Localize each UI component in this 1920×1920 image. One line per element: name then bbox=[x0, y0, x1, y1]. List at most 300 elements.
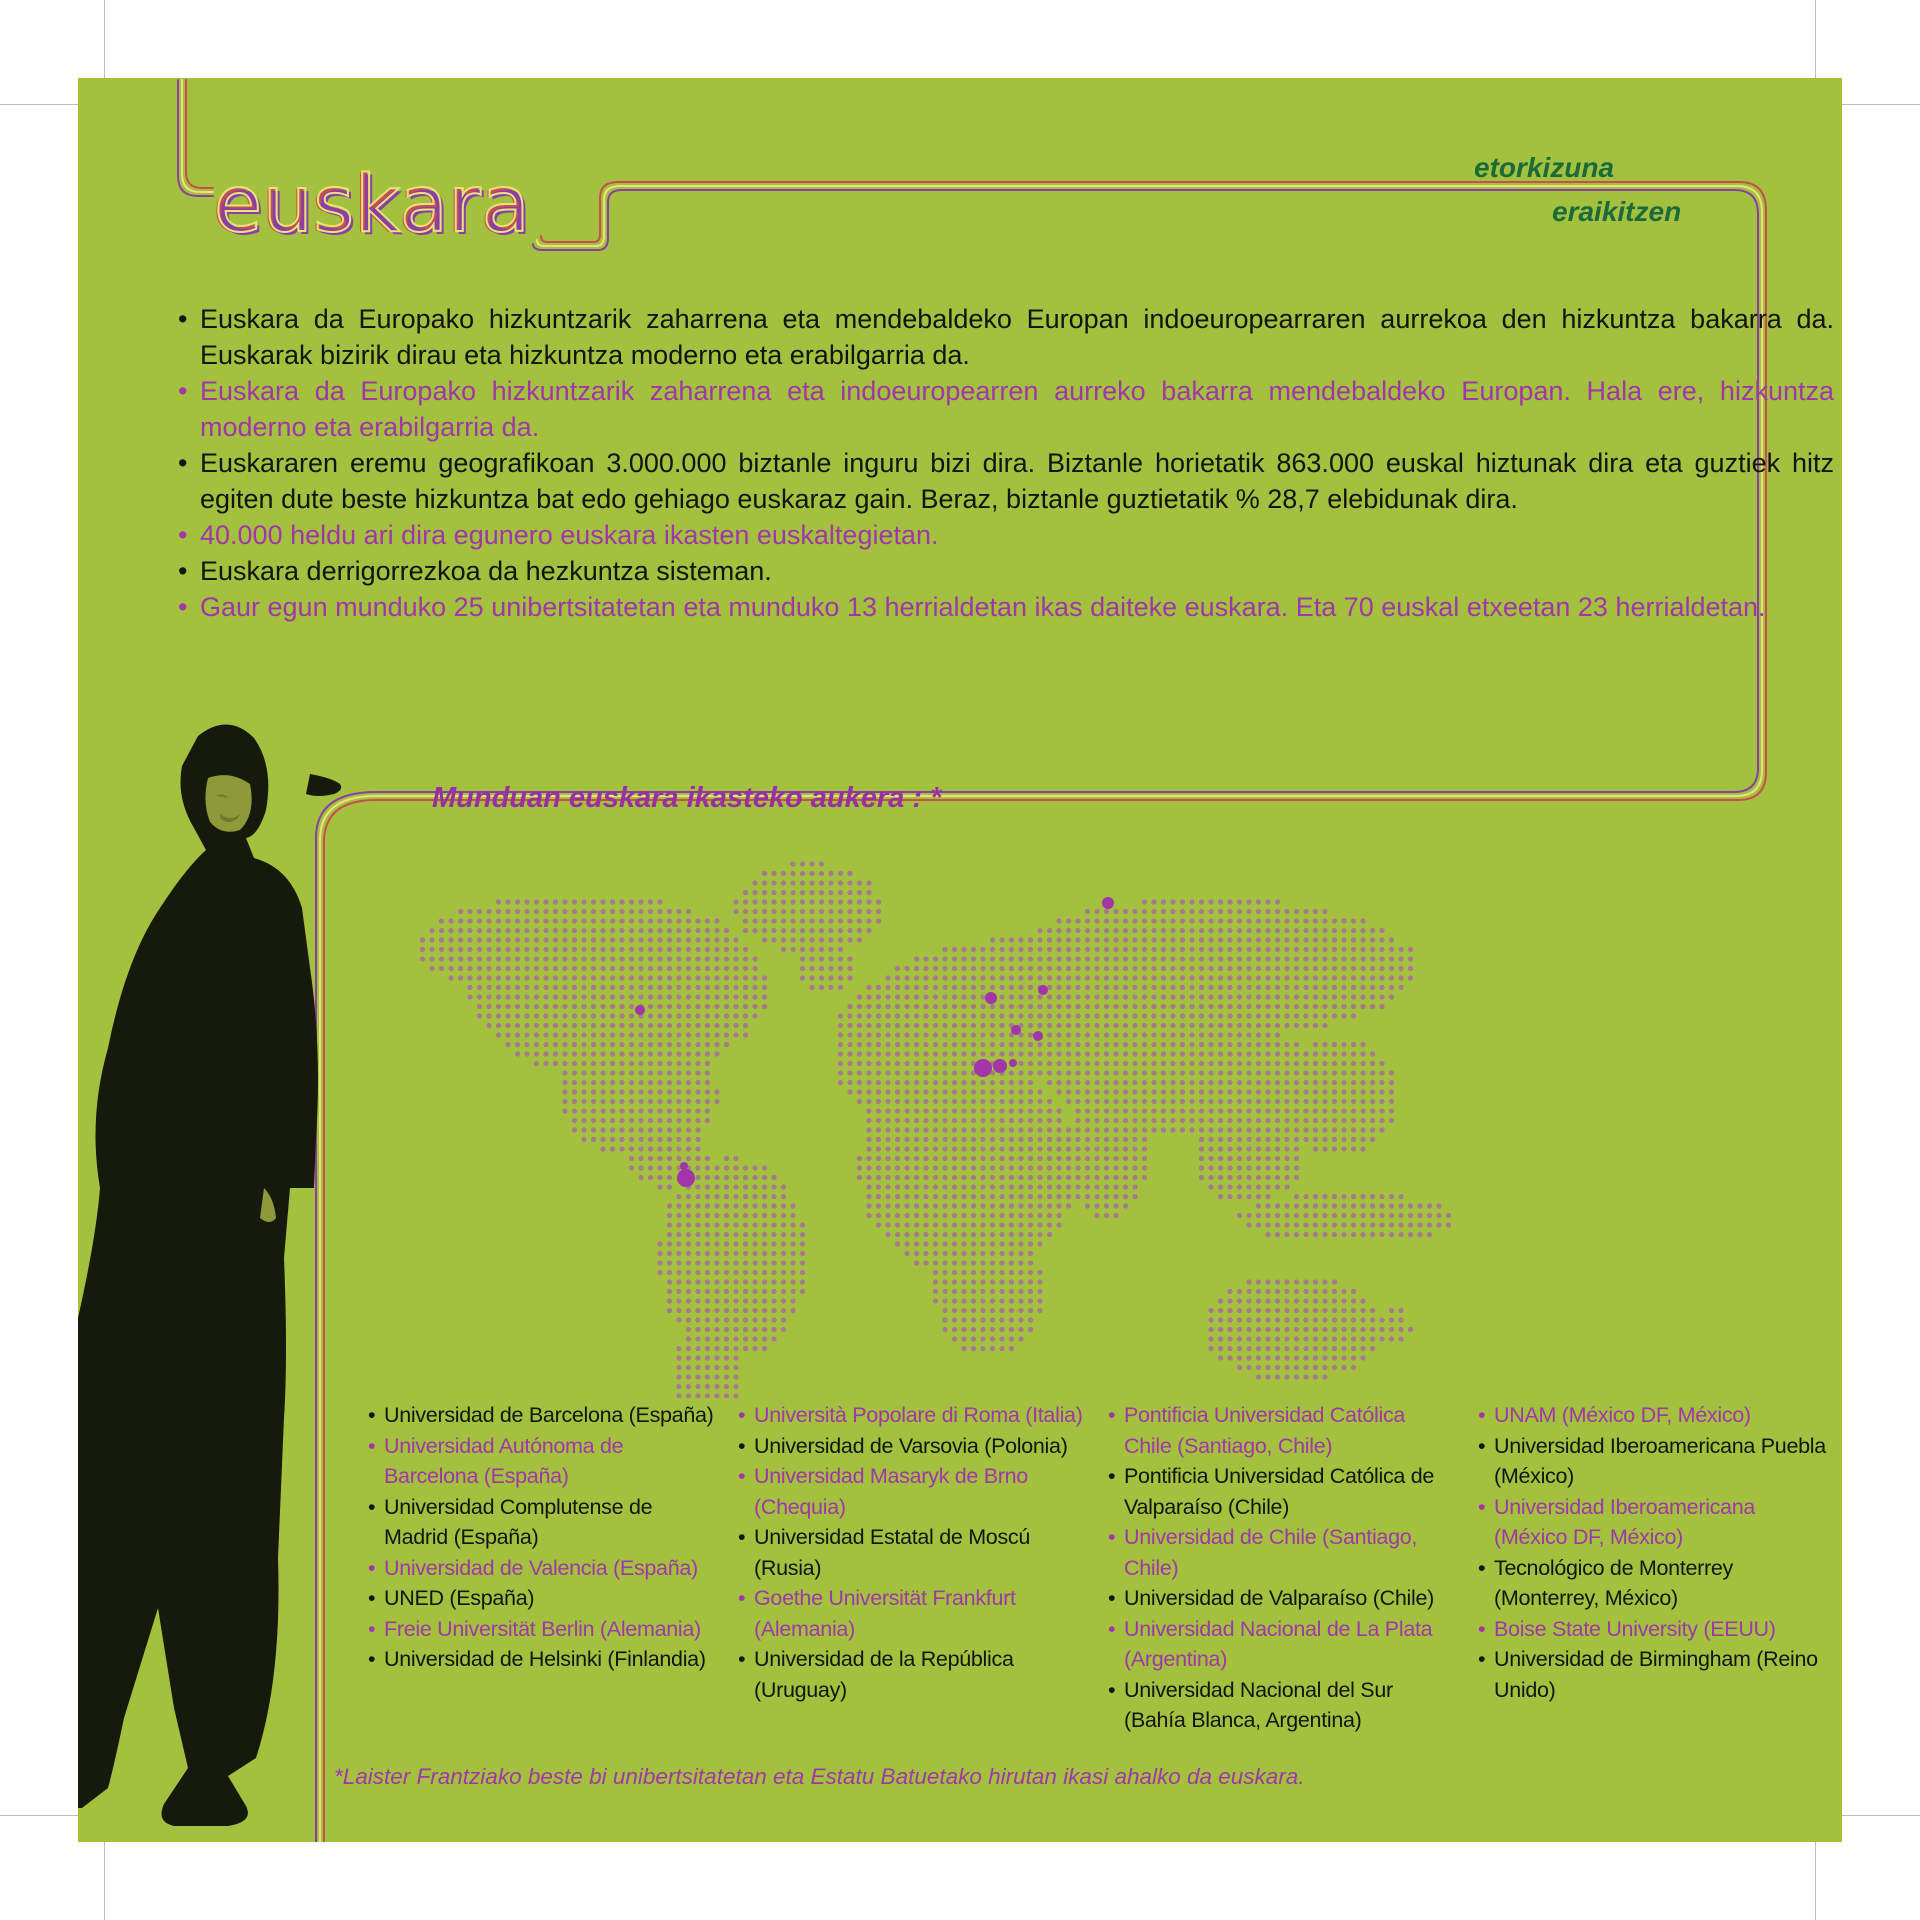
map-dot bbox=[952, 1137, 957, 1142]
map-dot bbox=[1398, 966, 1403, 971]
map-dot bbox=[999, 1279, 1004, 1284]
map-dot bbox=[1009, 1070, 1014, 1075]
map-dot bbox=[1075, 918, 1080, 923]
map-dot bbox=[838, 928, 843, 933]
map-dot bbox=[980, 1289, 985, 1294]
map-dot bbox=[1094, 1080, 1099, 1085]
map-dot bbox=[752, 928, 757, 933]
map-dot bbox=[1018, 1317, 1023, 1322]
map-dot bbox=[1018, 1298, 1023, 1303]
university-item: • Freie Universität Berlin (Alemania) bbox=[368, 1614, 718, 1645]
map-dot bbox=[990, 1118, 995, 1123]
map-dot bbox=[1237, 1327, 1242, 1332]
map-dot bbox=[534, 928, 539, 933]
map-dot bbox=[581, 1070, 586, 1075]
map-dot bbox=[1009, 1270, 1014, 1275]
map-dot bbox=[1341, 966, 1346, 971]
map-dot bbox=[1303, 956, 1308, 961]
map-dot bbox=[1303, 994, 1308, 999]
university-item: • Universidad de Helsinki (Finlandia) bbox=[368, 1644, 718, 1675]
map-dot bbox=[1360, 985, 1365, 990]
map-dot bbox=[1275, 1374, 1280, 1379]
map-dot bbox=[1256, 1127, 1261, 1132]
map-dot bbox=[1256, 937, 1261, 942]
map-dot bbox=[895, 985, 900, 990]
map-dot bbox=[1018, 947, 1023, 952]
map-dot bbox=[790, 1289, 795, 1294]
map-dot bbox=[1151, 1004, 1156, 1009]
map-dot bbox=[1218, 1165, 1223, 1170]
map-marker bbox=[993, 1059, 1007, 1073]
map-dot bbox=[733, 985, 738, 990]
map-dot bbox=[1199, 937, 1204, 942]
map-dot bbox=[1379, 1099, 1384, 1104]
map-dot bbox=[686, 975, 691, 980]
map-dot bbox=[1246, 1279, 1251, 1284]
map-dot bbox=[1123, 1137, 1128, 1142]
map-dot bbox=[572, 985, 577, 990]
map-dot bbox=[657, 1108, 662, 1113]
map-dot bbox=[1094, 1004, 1099, 1009]
map-dot bbox=[743, 1241, 748, 1246]
map-dot bbox=[543, 899, 548, 904]
map-dot bbox=[420, 956, 425, 961]
map-dot bbox=[866, 1165, 871, 1170]
map-dot bbox=[1037, 1298, 1042, 1303]
map-dot bbox=[1180, 1013, 1185, 1018]
map-dot bbox=[1313, 1213, 1318, 1218]
map-dot bbox=[705, 1270, 710, 1275]
map-dot bbox=[733, 1374, 738, 1379]
map-dot bbox=[553, 909, 558, 914]
map-dot bbox=[1218, 1118, 1223, 1123]
map-dot bbox=[952, 1203, 957, 1208]
map-dot bbox=[1341, 1108, 1346, 1113]
map-dot bbox=[952, 1270, 957, 1275]
map-dot bbox=[657, 1070, 662, 1075]
map-dot bbox=[1322, 966, 1327, 971]
crop-mark bbox=[1815, 0, 1816, 82]
map-dot bbox=[667, 985, 672, 990]
map-dot bbox=[619, 1013, 624, 1018]
map-dot bbox=[733, 1203, 738, 1208]
map-dot bbox=[1189, 928, 1194, 933]
map-dot bbox=[809, 909, 814, 914]
map-dot bbox=[942, 1004, 947, 1009]
map-dot bbox=[1360, 1137, 1365, 1142]
map-dot bbox=[572, 937, 577, 942]
map-dot bbox=[724, 928, 729, 933]
map-dot bbox=[657, 1032, 662, 1037]
map-dot bbox=[1379, 1336, 1384, 1341]
map-dot bbox=[648, 918, 653, 923]
map-dot bbox=[1009, 1080, 1014, 1085]
map-dot bbox=[705, 1061, 710, 1066]
map-dot bbox=[876, 1080, 881, 1085]
map-dot bbox=[1313, 918, 1318, 923]
map-dot bbox=[961, 966, 966, 971]
map-dot bbox=[1379, 1327, 1384, 1332]
map-dot bbox=[648, 1051, 653, 1056]
map-dot bbox=[439, 937, 444, 942]
map-dot bbox=[1360, 1213, 1365, 1218]
map-dot bbox=[933, 1232, 938, 1237]
map-dot bbox=[1265, 1108, 1270, 1113]
map-dot bbox=[999, 1042, 1004, 1047]
map-dot bbox=[771, 1336, 776, 1341]
map-dot bbox=[1313, 1298, 1318, 1303]
map-dot bbox=[648, 947, 653, 952]
map-dot bbox=[667, 1260, 672, 1265]
map-dot bbox=[1218, 1127, 1223, 1132]
map-dot bbox=[1075, 1004, 1080, 1009]
map-dot bbox=[1142, 1146, 1147, 1151]
map-dot bbox=[1085, 1175, 1090, 1180]
map-dot bbox=[467, 975, 472, 980]
map-dot bbox=[591, 975, 596, 980]
map-dot bbox=[1265, 975, 1270, 980]
map-dot bbox=[990, 1108, 995, 1113]
map-dot bbox=[942, 1023, 947, 1028]
map-dot bbox=[1332, 1308, 1337, 1313]
map-dot bbox=[961, 1327, 966, 1332]
map-dot bbox=[619, 899, 624, 904]
map-dot bbox=[676, 1251, 681, 1256]
map-dot bbox=[923, 975, 928, 980]
map-dot bbox=[581, 994, 586, 999]
map-dot bbox=[1142, 909, 1147, 914]
map-dot bbox=[1379, 1089, 1384, 1094]
map-dot bbox=[724, 1222, 729, 1227]
map-dot bbox=[752, 899, 757, 904]
map-dot bbox=[1227, 1137, 1232, 1142]
map-dot bbox=[1284, 1222, 1289, 1227]
map-dot bbox=[781, 1327, 786, 1332]
map-dot bbox=[439, 947, 444, 952]
map-dot bbox=[695, 928, 700, 933]
map-dot bbox=[496, 1013, 501, 1018]
map-dot bbox=[486, 928, 491, 933]
map-dot bbox=[648, 975, 653, 980]
map-dot bbox=[1037, 1108, 1042, 1113]
map-dot bbox=[1085, 1070, 1090, 1075]
map-dot bbox=[980, 1279, 985, 1284]
map-dot bbox=[762, 880, 767, 885]
map-dot bbox=[686, 1080, 691, 1085]
map-dot bbox=[714, 1213, 719, 1218]
map-dot bbox=[676, 1156, 681, 1161]
map-dot bbox=[591, 1099, 596, 1104]
map-dot bbox=[629, 1042, 634, 1047]
map-dot bbox=[1265, 1365, 1270, 1370]
map-dot bbox=[1227, 1118, 1232, 1123]
map-dot bbox=[1294, 918, 1299, 923]
map-dot bbox=[752, 909, 757, 914]
map-dot bbox=[999, 1127, 1004, 1132]
map-dot bbox=[1218, 1013, 1223, 1018]
map-dot bbox=[885, 1118, 890, 1123]
map-dot bbox=[1104, 1061, 1109, 1066]
map-dot bbox=[1341, 975, 1346, 980]
map-dot bbox=[876, 1099, 881, 1104]
map-dot bbox=[1208, 956, 1213, 961]
map-dot bbox=[1265, 899, 1270, 904]
map-dot bbox=[1322, 1336, 1327, 1341]
map-dot bbox=[705, 1042, 710, 1047]
map-dot bbox=[942, 956, 947, 961]
map-dot bbox=[638, 909, 643, 914]
map-dot bbox=[1237, 1355, 1242, 1360]
map-dot bbox=[733, 1279, 738, 1284]
map-dot bbox=[1113, 1023, 1118, 1028]
map-dot bbox=[1104, 1137, 1109, 1142]
map-dot bbox=[952, 966, 957, 971]
map-dot bbox=[1256, 1165, 1261, 1170]
map-dot bbox=[1351, 1089, 1356, 1094]
map-dot bbox=[980, 1137, 985, 1142]
map-dot bbox=[1189, 1032, 1194, 1037]
map-dot bbox=[1123, 956, 1128, 961]
map-dot bbox=[857, 1051, 862, 1056]
map-dot bbox=[790, 1213, 795, 1218]
map-dot bbox=[619, 928, 624, 933]
map-dot bbox=[657, 1061, 662, 1066]
map-dot bbox=[619, 1004, 624, 1009]
map-dot bbox=[1246, 1051, 1251, 1056]
map-dot bbox=[1313, 937, 1318, 942]
map-dot bbox=[1208, 899, 1213, 904]
map-dot bbox=[657, 1023, 662, 1028]
map-dot bbox=[1303, 1308, 1308, 1313]
map-dot bbox=[933, 1203, 938, 1208]
map-dot bbox=[1265, 985, 1270, 990]
map-dot bbox=[1237, 985, 1242, 990]
map-dot bbox=[971, 947, 976, 952]
map-dot bbox=[629, 956, 634, 961]
map-dot bbox=[562, 975, 567, 980]
map-dot bbox=[1351, 1355, 1356, 1360]
map-dot bbox=[923, 1042, 928, 1047]
map-dot bbox=[1303, 1298, 1308, 1303]
map-dot bbox=[629, 966, 634, 971]
map-dot bbox=[790, 1279, 795, 1284]
map-dot bbox=[904, 1146, 909, 1151]
map-dot bbox=[1037, 937, 1042, 942]
map-dot bbox=[724, 1393, 729, 1398]
map-dot bbox=[1066, 1051, 1071, 1056]
map-dot bbox=[1256, 918, 1261, 923]
map-dot bbox=[1427, 1203, 1432, 1208]
map-dot bbox=[980, 1165, 985, 1170]
map-dot bbox=[1189, 994, 1194, 999]
map-dot bbox=[1303, 1213, 1308, 1218]
map-dot bbox=[1351, 1118, 1356, 1123]
map-dot bbox=[1227, 1298, 1232, 1303]
map-dot bbox=[695, 1023, 700, 1028]
map-dot bbox=[1284, 1127, 1289, 1132]
map-dot bbox=[1028, 1270, 1033, 1275]
map-dot bbox=[1227, 1308, 1232, 1313]
map-dot bbox=[1341, 1365, 1346, 1370]
map-dot bbox=[1170, 937, 1175, 942]
map-dot bbox=[676, 1070, 681, 1075]
map-dot bbox=[876, 994, 881, 999]
map-dot bbox=[1332, 1137, 1337, 1142]
map-dot bbox=[961, 1251, 966, 1256]
map-dot bbox=[999, 1203, 1004, 1208]
map-dot bbox=[1028, 975, 1033, 980]
map-dot bbox=[762, 1327, 767, 1332]
map-dot bbox=[543, 1004, 548, 1009]
map-dot bbox=[1351, 1289, 1356, 1294]
map-dot bbox=[885, 1213, 890, 1218]
map-dot bbox=[1313, 1203, 1318, 1208]
map-dot bbox=[752, 1203, 757, 1208]
map-dot bbox=[1284, 1070, 1289, 1075]
map-dot bbox=[733, 1308, 738, 1313]
map-dot bbox=[1018, 985, 1023, 990]
map-dot bbox=[714, 1032, 719, 1037]
map-dot bbox=[1379, 1118, 1384, 1123]
map-dot bbox=[952, 1308, 957, 1313]
map-dot bbox=[1009, 1260, 1014, 1265]
map-dot bbox=[1294, 1279, 1299, 1284]
map-dot bbox=[1180, 937, 1185, 942]
map-dot bbox=[1009, 1184, 1014, 1189]
map-dot bbox=[933, 1080, 938, 1085]
map-dot bbox=[1284, 1346, 1289, 1351]
university-item: • Universidad de Chile (Santiago, Chile) bbox=[1108, 1522, 1458, 1583]
map-dot bbox=[990, 1222, 995, 1227]
map-dot bbox=[1113, 1165, 1118, 1170]
map-dot bbox=[1047, 1213, 1052, 1218]
map-dot bbox=[1351, 947, 1356, 952]
map-dot bbox=[961, 1061, 966, 1066]
map-dot bbox=[1303, 1365, 1308, 1370]
map-dot bbox=[743, 1260, 748, 1265]
map-dot bbox=[1028, 1194, 1033, 1199]
map-dot bbox=[486, 937, 491, 942]
map-dot bbox=[534, 937, 539, 942]
map-dot bbox=[1265, 966, 1270, 971]
map-dot bbox=[1360, 937, 1365, 942]
map-dot bbox=[1370, 1336, 1375, 1341]
map-dot bbox=[980, 1336, 985, 1341]
map-dot bbox=[733, 1175, 738, 1180]
map-dot bbox=[1104, 1032, 1109, 1037]
map-dot bbox=[1246, 947, 1251, 952]
map-dot bbox=[581, 928, 586, 933]
map-dot bbox=[1208, 1317, 1213, 1322]
map-dot bbox=[1237, 1146, 1242, 1151]
map-dot bbox=[1037, 1279, 1042, 1284]
map-dot bbox=[1180, 909, 1185, 914]
map-dot bbox=[515, 1042, 520, 1047]
map-dot bbox=[1284, 1004, 1289, 1009]
map-dot bbox=[676, 947, 681, 952]
map-dot bbox=[914, 1137, 919, 1142]
map-dot bbox=[638, 956, 643, 961]
map-dot bbox=[524, 1032, 529, 1037]
map-dot bbox=[1009, 1279, 1014, 1284]
map-dot bbox=[705, 985, 710, 990]
map-dot bbox=[1104, 1023, 1109, 1028]
map-dot bbox=[1379, 975, 1384, 980]
map-dot bbox=[1370, 1346, 1375, 1351]
map-dot bbox=[610, 947, 615, 952]
map-dot bbox=[942, 985, 947, 990]
map-dot bbox=[876, 918, 881, 923]
map-dot bbox=[733, 1032, 738, 1037]
map-dot bbox=[1047, 956, 1052, 961]
map-dot bbox=[923, 1089, 928, 1094]
map-dot bbox=[838, 956, 843, 961]
map-dot bbox=[1227, 966, 1232, 971]
map-dot bbox=[904, 1070, 909, 1075]
map-dot bbox=[876, 1127, 881, 1132]
map-dot bbox=[1037, 1051, 1042, 1056]
map-dot bbox=[657, 909, 662, 914]
map-dot bbox=[1028, 1127, 1033, 1132]
map-dot bbox=[895, 1118, 900, 1123]
map-dot bbox=[1294, 1051, 1299, 1056]
map-dot bbox=[743, 1213, 748, 1218]
map-dot bbox=[1085, 1108, 1090, 1113]
map-dot bbox=[1303, 1327, 1308, 1332]
map-dot bbox=[752, 994, 757, 999]
map-dot bbox=[1256, 1213, 1261, 1218]
map-dot bbox=[724, 937, 729, 942]
map-dot bbox=[1085, 1099, 1090, 1104]
map-dot bbox=[1284, 1108, 1289, 1113]
map-dot bbox=[1180, 994, 1185, 999]
map-dot bbox=[496, 899, 501, 904]
map-dot bbox=[1303, 1070, 1308, 1075]
map-dot bbox=[980, 1194, 985, 1199]
map-dot bbox=[952, 1118, 957, 1123]
map-dot bbox=[733, 1346, 738, 1351]
map-dot bbox=[942, 1080, 947, 1085]
map-dot bbox=[1180, 1080, 1185, 1085]
map-dot bbox=[1237, 994, 1242, 999]
map-dot bbox=[439, 918, 444, 923]
map-dot bbox=[676, 1146, 681, 1151]
map-dot bbox=[1218, 1298, 1223, 1303]
map-dot bbox=[971, 1042, 976, 1047]
map-dot bbox=[1199, 975, 1204, 980]
map-dot bbox=[1275, 1346, 1280, 1351]
map-dot bbox=[847, 1004, 852, 1009]
map-dot bbox=[980, 1089, 985, 1094]
map-dot bbox=[1246, 975, 1251, 980]
map-dot bbox=[1123, 1070, 1128, 1075]
map-dot bbox=[1332, 1365, 1337, 1370]
map-dot bbox=[743, 1222, 748, 1227]
map-dot bbox=[534, 909, 539, 914]
map-dot bbox=[1009, 1137, 1014, 1142]
map-dot bbox=[1341, 994, 1346, 999]
map-dot bbox=[600, 994, 605, 999]
euskara-logo: euskara bbox=[214, 160, 531, 250]
map-dot bbox=[1303, 1023, 1308, 1028]
map-dot bbox=[1094, 928, 1099, 933]
map-dot bbox=[743, 1232, 748, 1237]
map-dot bbox=[1180, 947, 1185, 952]
map-dot bbox=[1256, 1061, 1261, 1066]
map-dot bbox=[952, 1260, 957, 1265]
map-dot bbox=[667, 1213, 672, 1218]
map-dot bbox=[1123, 1127, 1128, 1132]
